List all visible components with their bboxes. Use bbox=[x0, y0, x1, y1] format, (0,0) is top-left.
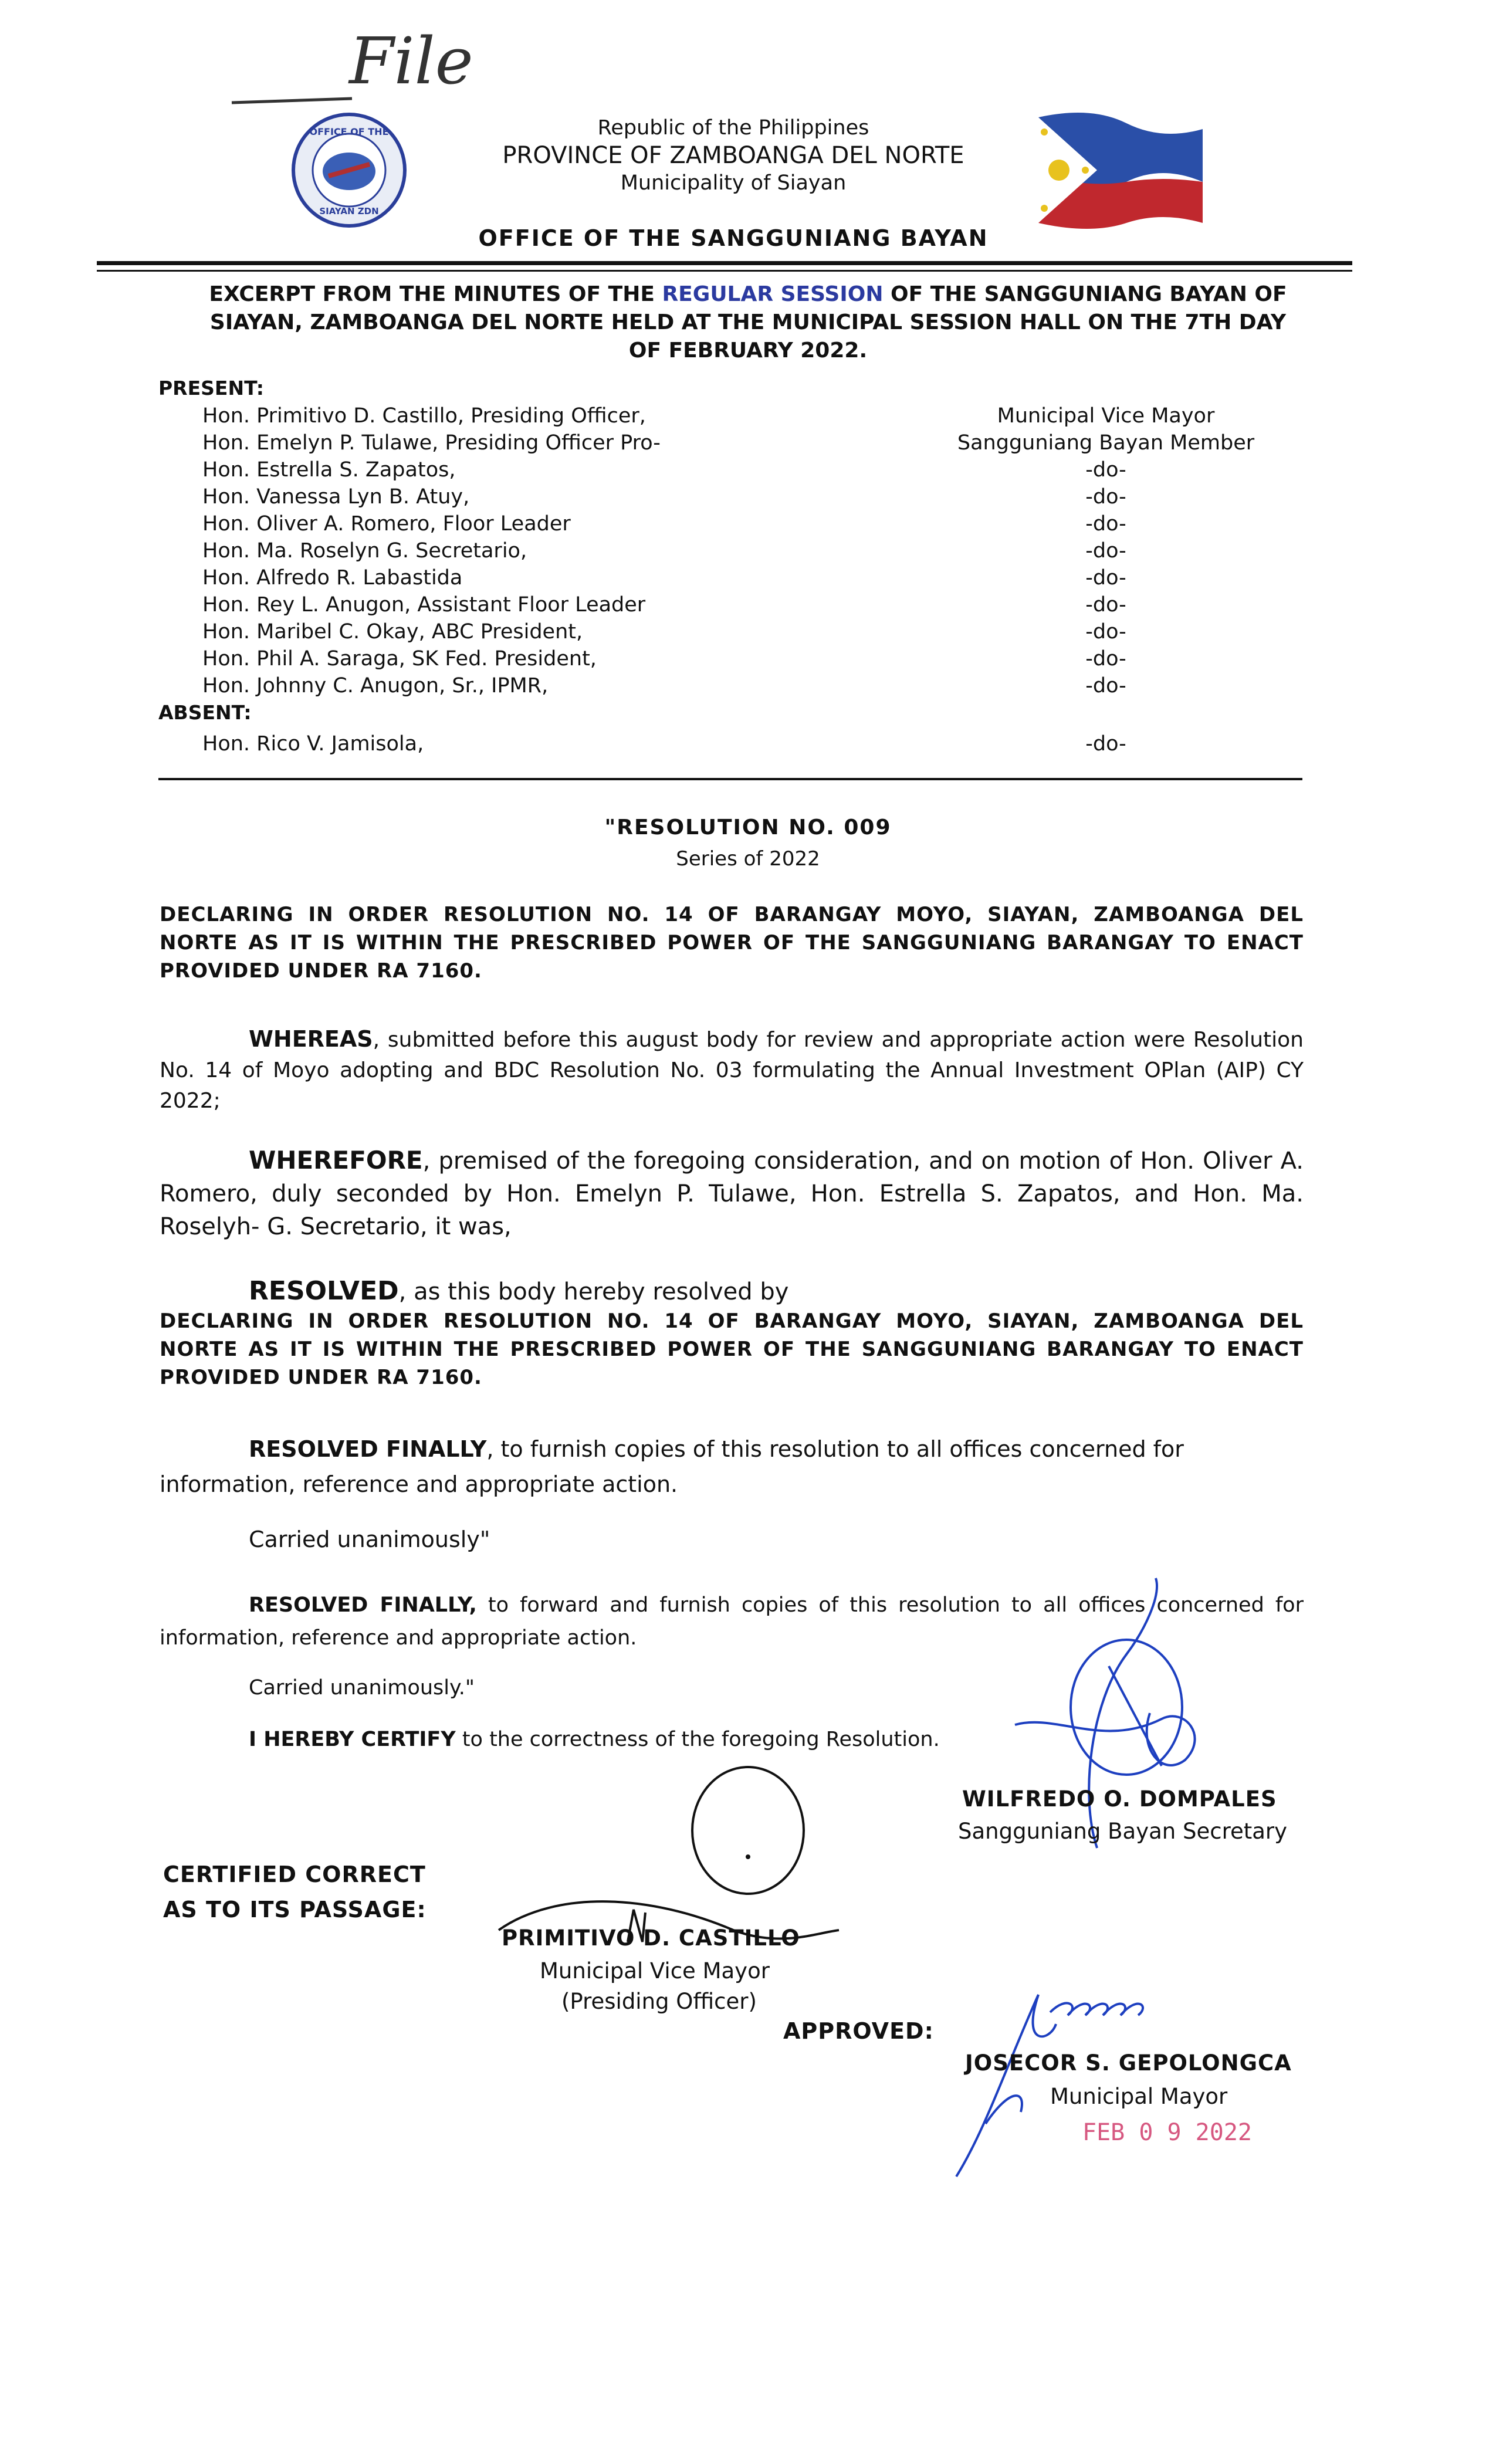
resolution-series: Series of 2022 bbox=[676, 847, 820, 871]
attendance-row bbox=[202, 564, 1270, 591]
municipality-line: Municipality of Siayan bbox=[620, 171, 847, 195]
secretary-name: WILFREDO O. DOMPALES bbox=[962, 1786, 1277, 1812]
member-position: -do- bbox=[1085, 674, 1126, 698]
carried-unanimously-2: Carried unanimously." bbox=[249, 1676, 475, 1700]
member-position: -do- bbox=[1085, 458, 1126, 482]
member-name: Hon. Maribel C. Okay, ABC President, bbox=[202, 620, 583, 644]
attendance-row bbox=[202, 672, 1270, 699]
member-name: Hon. Rey L. Anugon, Assistant Floor Leader bbox=[202, 593, 646, 617]
header-rule-thin bbox=[97, 270, 1352, 272]
resolved-body: DECLARING IN ORDER RESOLUTION NO. 14 OF BARANGAY MOYO, SIAYAN, ZAMBOANGA DEL NORTE AS IT IS WITHIN THE PRESCRIBED POWER OF THE SANGGUNIANG BARANGAY TO ENACT PROVIDED UNDER RA 7160. bbox=[160, 1309, 1304, 1389]
secretary-title: Sangguniang Bayan Secretary bbox=[958, 1819, 1288, 1844]
resolution-number: "RESOLUTION NO. 009 bbox=[604, 815, 892, 840]
member-name: Hon. Ma. Roselyn G. Secretario, bbox=[202, 539, 527, 563]
vice-mayor-name: PRIMITIVO D. CASTILLO bbox=[502, 1925, 800, 1951]
received-date-stamp: FEB 0 9 2022 bbox=[1082, 2119, 1252, 2146]
handwritten-file-note: File bbox=[349, 23, 473, 99]
vice-mayor-role: (Presiding Officer) bbox=[561, 1989, 757, 2014]
attendance-row bbox=[202, 483, 1270, 510]
seal-logo bbox=[276, 111, 422, 229]
member-position: -do- bbox=[1085, 512, 1126, 536]
member-name: Hon. Estrella S. Zapatos, bbox=[202, 458, 456, 482]
member-name: Hon. Johnny C. Anugon, Sr., IPMR, bbox=[202, 674, 549, 698]
attendance-row bbox=[202, 618, 1270, 645]
svg-text:SIAYAN ZDN: SIAYAN ZDN bbox=[319, 206, 379, 216]
whereas-clause: WHEREAS, submitted before this august body for review and appropriate action were Resolution No. 14 of Moyo adopting and BDC Resolution No. 03 formulating the Annual Investment OPlan (AIP) CY 2022; bbox=[160, 1026, 1304, 1113]
attendance-rule bbox=[158, 778, 1302, 780]
attendance-row bbox=[202, 510, 1270, 537]
mayor-signature bbox=[950, 1971, 1244, 2182]
member-position: -do- bbox=[1085, 620, 1126, 644]
certify-statement: I HEREBY CERTIFY to the correctness of the foregoing Resolution. bbox=[249, 1728, 940, 1751]
absent-label: ABSENT: bbox=[158, 701, 252, 724]
handwritten-file-underline bbox=[229, 88, 358, 111]
resolved-finally-2: RESOLVED FINALLY, to forward and furnish copies of this resolution to all offices concerned for information, reference and appropriate action. bbox=[160, 1593, 1304, 1650]
member-name: Hon. Phil A. Saraga, SK Fed. President, bbox=[202, 647, 597, 671]
mayor-name: JOSECOR S. GEPOLONGCA bbox=[965, 2050, 1292, 2076]
member-name: Hon. Vanessa Lyn B. Atuy, bbox=[202, 485, 470, 509]
attendance-row bbox=[202, 591, 1270, 618]
member-position: -do- bbox=[1085, 593, 1126, 617]
mayor-title: Municipal Mayor bbox=[1050, 2084, 1228, 2109]
resolved-finally-1: RESOLVED FINALLY, to furnish copies of this resolution to all offices concerned for information, reference and appropriate action. bbox=[160, 1436, 1184, 1497]
attendance-row bbox=[202, 456, 1270, 483]
member-name: Hon. Primitivo D. Castillo, Presiding Officer, bbox=[202, 404, 646, 428]
member-position: -do- bbox=[1085, 485, 1126, 509]
present-label: PRESENT: bbox=[158, 377, 264, 400]
excerpt-heading: EXCERPT FROM THE MINUTES OF THE REGULAR SESSION OF THE SANGGUNIANG BAYAN OF SIAYAN, ZAMBOANGA DEL NORTE HELD AT THE MUNICIPAL SESSION HALL ON THE 7TH DAY OF FEBRUARY 2022. bbox=[209, 282, 1287, 363]
member-position: -do- bbox=[1085, 539, 1126, 563]
approved-label: APPROVED: bbox=[783, 2018, 934, 2044]
session-type: REGULAR SESSION bbox=[662, 282, 884, 306]
vice-mayor-title: Municipal Vice Mayor bbox=[540, 1958, 770, 1984]
svg-text:OFFICE OF THE: OFFICE OF THE bbox=[309, 126, 389, 137]
certified-correct-label: CERTIFIED CORRECT AS TO ITS PASSAGE: bbox=[163, 1861, 427, 1923]
member-name: Hon. Alfredo R. Labastida bbox=[202, 566, 463, 590]
attendance-row bbox=[202, 537, 1270, 564]
member-name: Hon. Oliver A. Romero, Floor Leader bbox=[202, 512, 571, 536]
republic-line: Republic of the Philippines bbox=[597, 116, 869, 140]
member-name: Hon. Rico V. Jamisola, bbox=[202, 732, 424, 756]
member-name: Hon. Emelyn P. Tulawe, Presiding Officer Pro- bbox=[202, 431, 661, 455]
member-position: Sangguniang Bayan Member bbox=[957, 431, 1255, 455]
carried-unanimously-1: Carried unanimously" bbox=[249, 1527, 490, 1552]
member-position: -do- bbox=[1085, 732, 1126, 756]
office-title: OFFICE OF THE SANGGUNIANG BAYAN bbox=[478, 225, 989, 251]
attendance-row bbox=[202, 402, 1270, 429]
resolution-title: DECLARING IN ORDER RESOLUTION NO. 14 OF BARANGAY MOYO, SIAYAN, ZAMBOANGA DEL NORTE AS IT IS WITHIN THE PRESCRIBED POWER OF THE SANGGUNIANG BARANGAY TO ENACT PROVIDED UNDER RA 7160. bbox=[160, 903, 1304, 983]
member-position: -do- bbox=[1085, 566, 1126, 590]
wherefore-clause: WHEREFORE, premised of the foregoing consideration, and on motion of Hon. Oliver A. Romero, duly seconded by Hon. Emelyn P. Tulawe, Hon. Estrella S. Zapatos, and Hon. Ma. Roselyh- G. Secretario, it was, bbox=[160, 1146, 1304, 1240]
province-line: PROVINCE OF ZAMBOANGA DEL NORTE bbox=[502, 142, 964, 169]
member-position: -do- bbox=[1085, 647, 1126, 671]
attendance-row bbox=[202, 429, 1270, 456]
resolved-clause: RESOLVED, as this body hereby resolved by bbox=[249, 1276, 789, 1306]
attendance-row bbox=[202, 645, 1270, 672]
attendance-row bbox=[202, 730, 1270, 757]
header-rule-thick bbox=[97, 261, 1352, 265]
member-position: Municipal Vice Mayor bbox=[997, 404, 1215, 428]
